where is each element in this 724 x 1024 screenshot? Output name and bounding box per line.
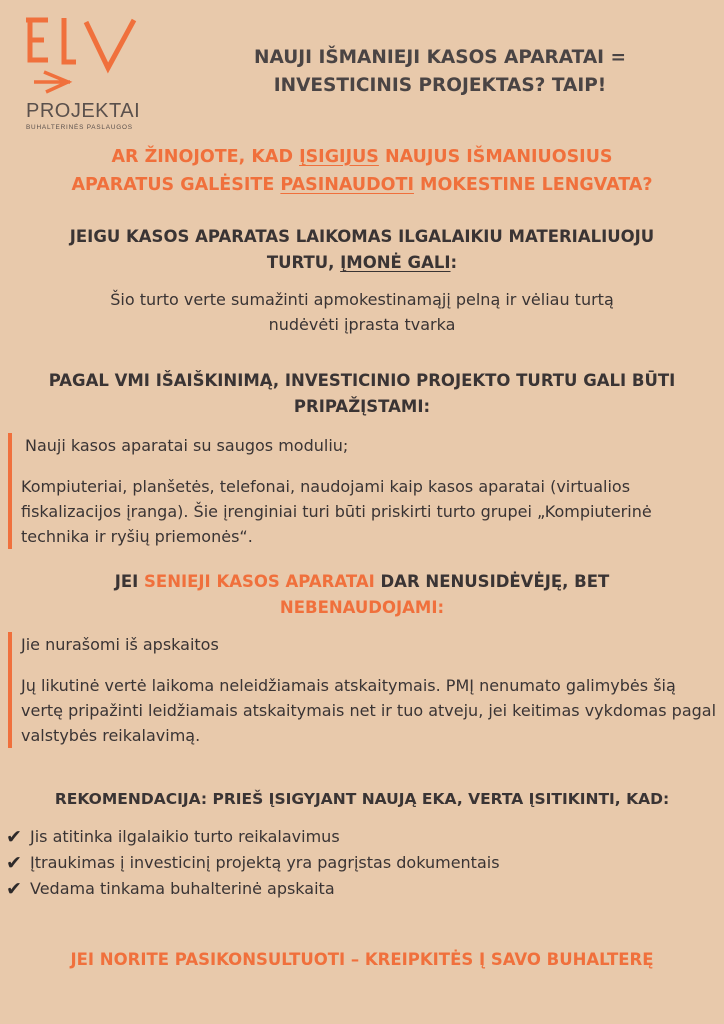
lead-underlined: PASINAUDOTI bbox=[280, 175, 414, 195]
footer-cta: JEI NORITE PASIKONSULTUOTI – KREIPKITĖS Į SAVO BUHALTERĘ bbox=[70, 950, 654, 969]
section3-list bbox=[8, 632, 721, 748]
section1-heading bbox=[10, 224, 714, 276]
heading-colon: : bbox=[450, 253, 458, 272]
list-item-text: Jis atitinka ilgalaikio turto reikalavimus bbox=[30, 827, 340, 846]
section1-text bbox=[20, 287, 704, 337]
paragraph-line: Šio turto verte sumažinti apmokestinamąjį pelną ir vėliau turtą bbox=[110, 290, 614, 309]
lead-text: MOKESTINE LENGVATA? bbox=[413, 175, 653, 195]
paragraph-line: nudėvėti įprasta tvarka bbox=[268, 315, 456, 334]
list-item: Jie nurašomi iš apskaitos bbox=[21, 635, 219, 654]
title-line-1: NAUJI IŠMANIEJI KASOS APARATAI = bbox=[253, 47, 627, 68]
list-item-text: Įtraukimas į investicinį projektą yra pagrįstas dokumentais bbox=[30, 853, 500, 872]
page-title bbox=[175, 44, 705, 100]
checkmark-icon: ✔ bbox=[6, 852, 22, 874]
section2-list bbox=[8, 433, 721, 549]
lead-text: NAUJUS IŠMANIUOSIUS bbox=[378, 147, 613, 167]
lead-question bbox=[15, 143, 709, 199]
section3-heading bbox=[10, 569, 714, 621]
heading-line: JEIGU KASOS APARATAS LAIKOMAS ILGALAIKIU MATERIALIUOJU bbox=[69, 227, 655, 246]
logo-tagline: BUHALTERINĖS PASLAUGOS bbox=[26, 124, 133, 130]
elv-logo-mark bbox=[24, 14, 144, 130]
company-logo bbox=[24, 14, 144, 130]
list-item bbox=[6, 876, 500, 902]
list-item: Jų likutinė vertė laikoma neleidžiamais atskaitymais. PMĮ nenumato galimybės šią vertę pripažinti leidžiamais atskaitymais net ir tuo atveju, jei keitimas vykdomas pagal valstybės reikalavimą. bbox=[21, 676, 717, 745]
list-item bbox=[6, 850, 500, 876]
checkmark-icon: ✔ bbox=[6, 826, 22, 848]
recommendation-heading: REKOMENDACIJA: PRIEŠ ĮSIGYJANT NAUJĄ EKA, VERTA ĮSITIKINTI, KAD: bbox=[54, 790, 670, 808]
heading-underlined: ĮMONĖ GALI bbox=[340, 253, 451, 272]
lead-text: AR ŽINOJOTE, KAD bbox=[111, 147, 300, 167]
section2-heading bbox=[10, 368, 714, 420]
heading-text: JEI bbox=[114, 572, 145, 591]
lead-text: APARATUS GALĖSITE bbox=[71, 175, 281, 195]
heading-line: PAGAL VMI IŠAIŠKINIMĄ, INVESTICINIO PROJEKTO TURTU GALI BŪTI bbox=[48, 371, 676, 390]
heading-text: TURTU, bbox=[266, 253, 341, 272]
heading-highlight: NEBENAUDOJAMI: bbox=[279, 598, 445, 617]
list-item-text: Vedama tinkama buhalterinė apskaita bbox=[30, 879, 335, 898]
lead-underlined: ĮSIGIJUS bbox=[299, 147, 379, 167]
heading-line: PRIPAŽĮSTAMI: bbox=[293, 397, 431, 416]
recommendation-list bbox=[6, 824, 500, 902]
heading-highlight: SENIEJI KASOS APARATAI bbox=[144, 572, 375, 591]
heading-text: DAR NENUSIDĖVĖJĘ, BET bbox=[374, 572, 610, 591]
title-line-2: INVESTICINIS PROJEKTAS? TAIP! bbox=[273, 75, 607, 96]
logo-name: PROJEKTAI bbox=[26, 100, 141, 122]
checkmark-icon: ✔ bbox=[6, 878, 22, 900]
list-item: Kompiuteriai, planšetės, telefonai, naudojami kaip kasos aparatai (virtualios fiskalizacijos įranga). Šie įrenginiai turi būti priskirti turto grupei „Kompiuterinė technika ir ryšių priemonės“. bbox=[21, 477, 652, 546]
list-item bbox=[6, 824, 500, 850]
list-item: Nauji kasos aparatai su saugos moduliu; bbox=[25, 436, 349, 455]
